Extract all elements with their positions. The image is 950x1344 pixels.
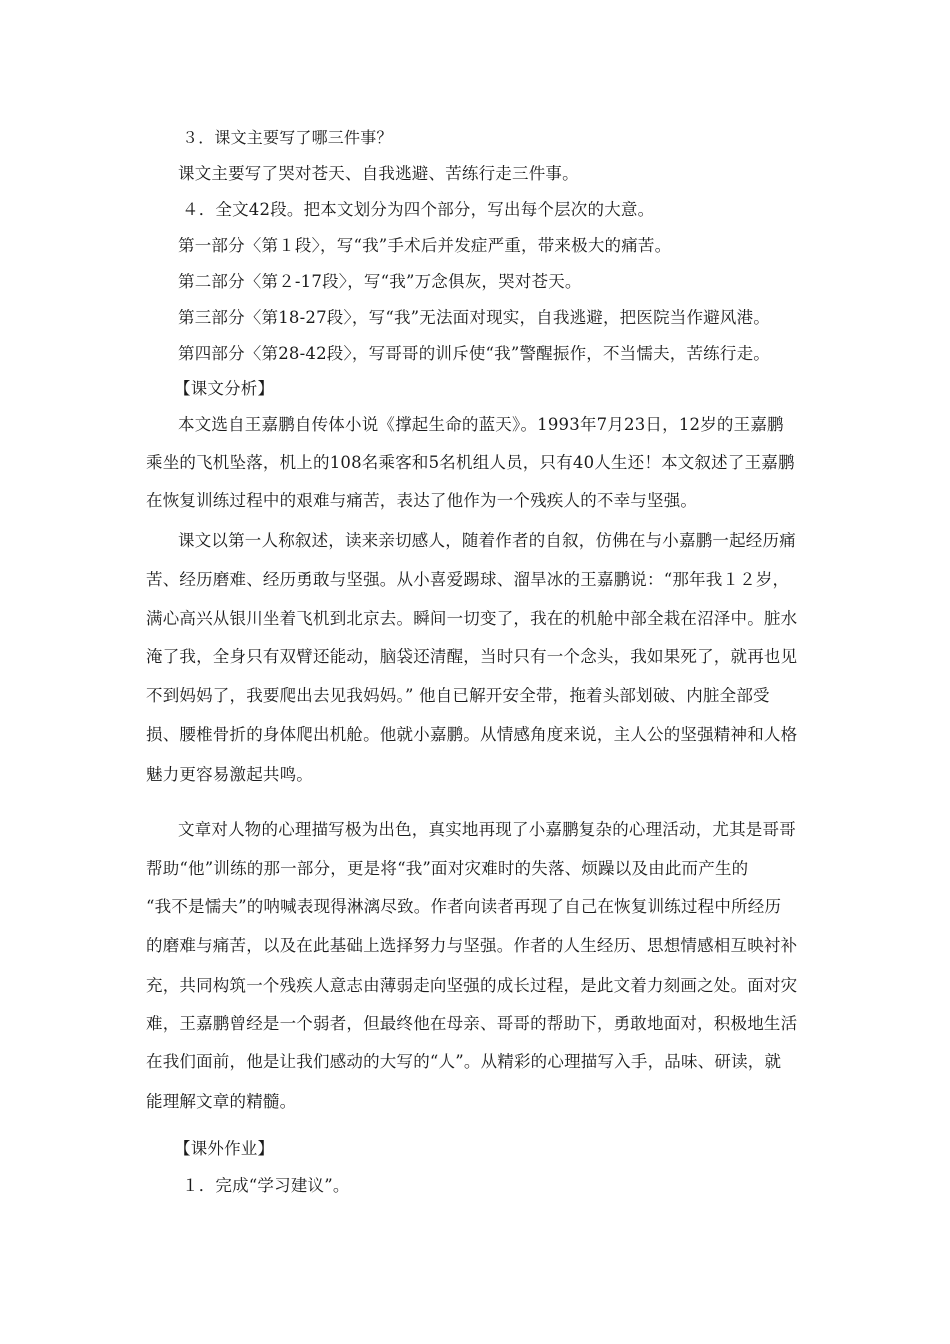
- paragraph-line: 满心高兴从银川坐着飞机到北京去。瞬间一切变了，我在的机舱中部全栽在沼泽中。脏水: [146, 609, 798, 628]
- part-2: 第二部分〈第２-17段〉，写“我”万念俱灰，哭对苍天。: [178, 272, 582, 291]
- part-4: 第四部分〈第28-42段〉，写哥哥的训斥使“我”警醒振作，不当懦夫，苦练行走。: [178, 344, 770, 363]
- paragraph-line: 的磨难与痛苦，以及在此基础上选择努力与坚强。作者的人生经历、思想情感相互映衬补: [146, 936, 798, 955]
- homework-item-1: １．完成“学习建议”。: [182, 1176, 350, 1195]
- section-heading-homework: 【课外作业】: [174, 1139, 275, 1158]
- paragraph-line: 课文以第一人称叙述，读来亲切感人，随着作者的自叙，仿佛在与小嘉鹏一起经历痛: [178, 531, 796, 550]
- answer-3: 课文主要写了哭对苍天、自我逃避、苦练行走三件事。: [178, 164, 579, 183]
- paragraph-line: “我不是懦夫”的呐喊表现得淋漓尽致。作者向读者再现了自己在恢复训练过程中所经历: [146, 897, 782, 916]
- paragraph-line: 帮助“他”训练的那一部分，更是将“我”面对灾难时的失落、烦躁以及由此而产生的: [146, 859, 749, 878]
- paragraph-line: 淹了我，全身只有双臂还能动，脑袋还清醒，当时只有一个念头，我如果死了，就再也见: [146, 647, 798, 666]
- paragraph-line: 魅力更容易激起共鸣。: [146, 765, 313, 784]
- paragraph-line: 文章对人物的心理描写极为出色，真实地再现了小嘉鹏复杂的心理活动，尤其是哥哥: [178, 820, 796, 839]
- paragraph-line: 乘坐的飞机坠落，机上的108名乘客和5名机组人员，只有40人生还！本文叙述了王嘉鹏: [146, 453, 795, 472]
- paragraph-line: 不到妈妈了，我要爬出去见我妈妈。” 他自已解开安全带，拖着头部划破、内脏全部受: [146, 686, 770, 705]
- question-3: ３．课文主要写了哪三件事？: [182, 128, 393, 147]
- paragraph-line: 本文选自王嘉鹏自传体小说《撑起生命的蓝天》。1993年7月23日，12岁的王嘉鹏: [178, 415, 784, 434]
- part-1: 第一部分〈第１段〉，写“我”手术后并发症严重，带来极大的痛苦。: [178, 236, 672, 255]
- paragraph-line: 能理解文章的精髓。: [146, 1092, 297, 1111]
- part-3: 第三部分〈第18-27段〉，写“我”无法面对现实，自我逃避，把医院当作避风港。: [178, 308, 770, 327]
- paragraph-line: 损、腰椎骨折的身体爬出机舱。他就小嘉鹏。从情感角度来说，主人公的坚强精神和人格: [146, 725, 798, 744]
- paragraph-line: 充，共同构筑一个残疾人意志由薄弱走向坚强的成长过程，是此文着力刻画之处。面对灾: [146, 976, 798, 995]
- paragraph-line: 在我们面前，他是让我们感动的大写的“人”。从精彩的心理描写入手，品味、研读，就: [146, 1052, 782, 1071]
- paragraph-line: 难，王嘉鹏曾经是一个弱者，但最终他在母亲、哥哥的帮助下，勇敢地面对，积极地生活: [146, 1014, 798, 1033]
- section-heading-analysis: 【课文分析】: [174, 379, 275, 398]
- question-4: ４．全文42段。把本文划分为四个部分，写出每个层次的大意。: [182, 200, 655, 219]
- paragraph-line: 在恢复训练过程中的艰难与痛苦，表达了他作为一个残疾人的不幸与坚强。: [146, 491, 698, 510]
- paragraph-line: 苦、经历磨难、经历勇敢与坚强。从小喜爱踢球、溜旱冰的王嘉鹏说：“那年我１２岁，: [146, 570, 790, 589]
